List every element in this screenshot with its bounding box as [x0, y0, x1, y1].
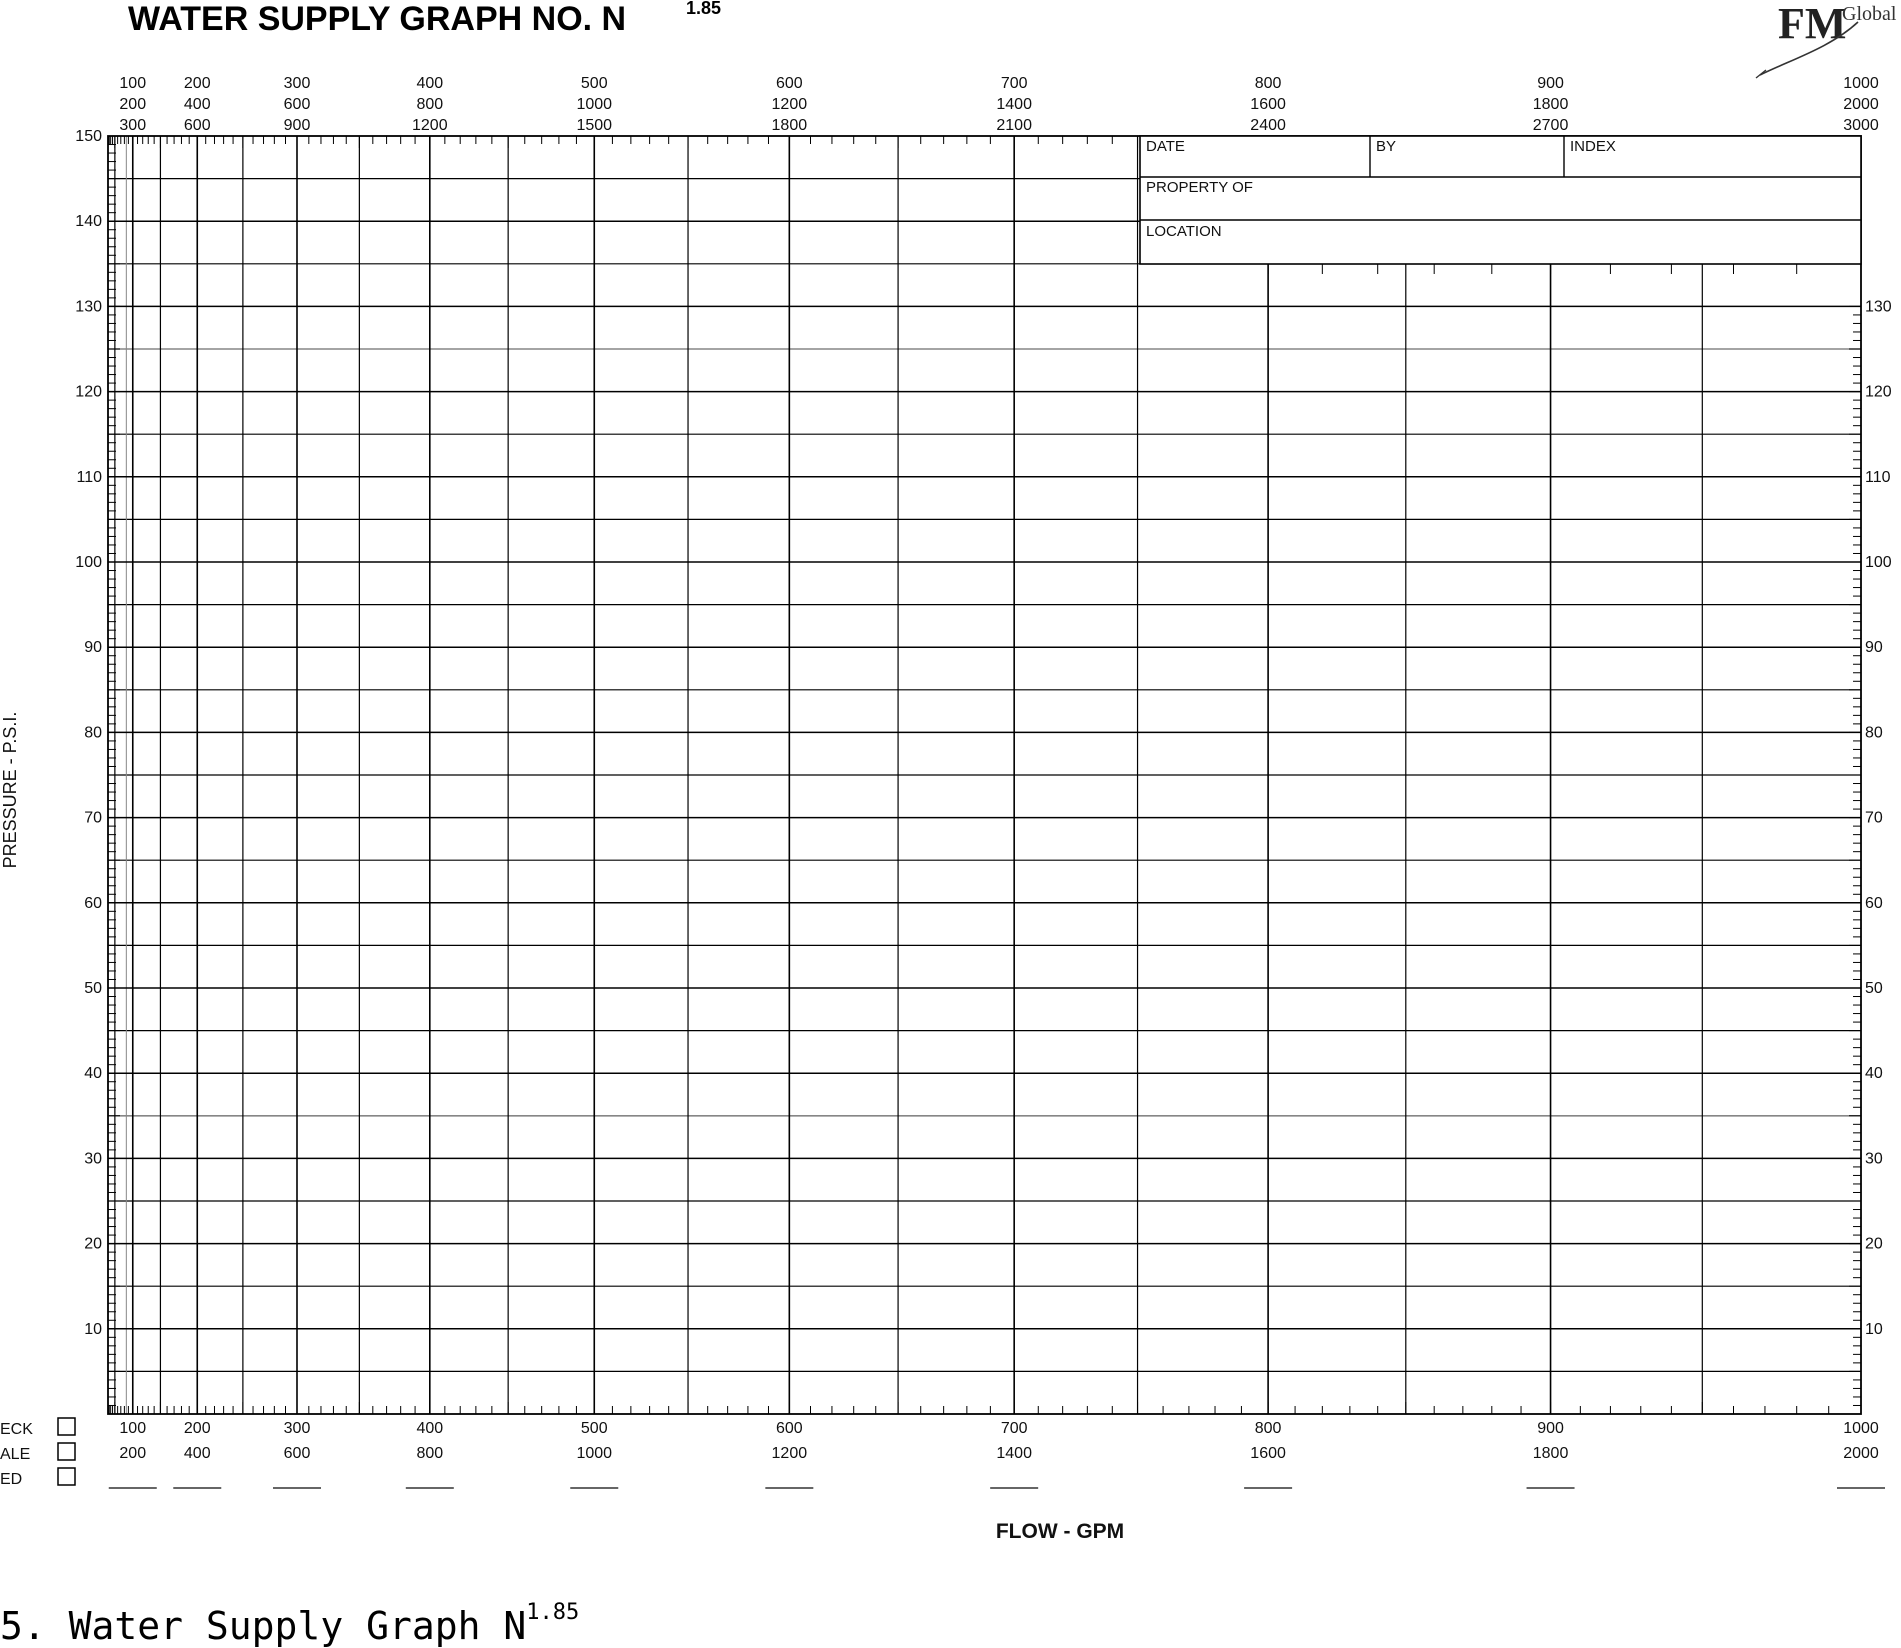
top-scale-label: 1200 [412, 117, 448, 134]
bottom-scale-label: 2000 [1843, 1445, 1879, 1462]
location-field[interactable]: LOCATION [1146, 223, 1222, 240]
top-scale-label: 200 [183, 75, 211, 92]
top-scale-label: 600 [775, 75, 803, 92]
top-scale-label: 1800 [1532, 96, 1569, 113]
bottom-scale-label: 600 [775, 1420, 803, 1437]
bottom-scale-label: 200 [119, 1445, 147, 1462]
y-tick-label-left: 40 [84, 1065, 102, 1083]
y-tick-label-left: 110 [76, 468, 102, 486]
top-scale-label: 100 [119, 75, 147, 92]
y-tick-label-right: 70 [1865, 809, 1883, 827]
fm-global-logo [1756, 0, 1897, 78]
grid-minor-lines [108, 136, 1861, 1414]
top-scale-label: 1000 [576, 96, 613, 113]
bottom-scale-label: 1000 [576, 1445, 613, 1462]
bottom-scale-label: 400 [183, 1445, 211, 1462]
y-tick-label-right: 50 [1865, 980, 1883, 997]
top-scale-label: 400 [183, 96, 211, 113]
y-tick-label-left: 130 [75, 298, 102, 316]
top-scale-label: 200 [119, 96, 147, 113]
y-tick-label-right: 30 [1865, 1150, 1883, 1168]
y-tick-label-right: 40 [1865, 1065, 1883, 1083]
caption-number: 5. [0, 1604, 46, 1648]
top-scale-label: 1800 [771, 117, 808, 134]
top-scale-label: 900 [283, 117, 311, 134]
y-tick-label-left: 30 [84, 1150, 102, 1168]
y-axis-label: PRESSURE - P.S.I. [0, 711, 20, 869]
top-scale-label: 300 [119, 117, 147, 134]
bottom-scale-label: 1800 [1532, 1445, 1569, 1462]
y-tick-label-right: 90 [1865, 639, 1883, 657]
checkbox-group [0, 1418, 75, 1488]
y-tick-label-left: 90 [84, 639, 102, 657]
checkbox-label-3: ED [0, 1471, 23, 1488]
header-form-box [1140, 136, 1861, 264]
bottom-scale-label: 300 [283, 1420, 311, 1437]
y-tick-label-right: 120 [1865, 383, 1892, 401]
checkbox-3[interactable] [58, 1468, 75, 1485]
top-scale-label: 2100 [996, 117, 1032, 134]
y-tick-label-left: 60 [84, 894, 102, 912]
y-tick-label-left: 140 [75, 213, 102, 231]
top-scale-label: 800 [416, 96, 444, 113]
bottom-scale-label: 200 [183, 1420, 211, 1437]
bottom-scale-label: 1400 [996, 1445, 1032, 1462]
top-scale-label: 400 [416, 75, 444, 92]
bottom-scale-label: 600 [283, 1445, 311, 1462]
bottom-scale-label: 400 [416, 1420, 444, 1437]
caption-exponent: 1.85 [526, 1600, 580, 1625]
y-tick-label-right: 130 [1865, 298, 1892, 316]
top-scale-label: 800 [1254, 75, 1282, 92]
checkbox-2[interactable] [58, 1443, 75, 1460]
figure-caption [0, 1600, 580, 1648]
title-exponent: 1.85 [686, 0, 722, 18]
top-scale-label: 600 [183, 117, 211, 134]
index-field[interactable]: INDEX [1570, 138, 1616, 155]
top-scale-label: 1200 [771, 96, 808, 113]
top-scale-label: 600 [283, 96, 311, 113]
top-scale-label: 2000 [1843, 96, 1879, 113]
y-tick-label-right: 10 [1865, 1320, 1883, 1338]
y-tick-label-left: 20 [84, 1235, 102, 1253]
y-tick-label-right: 60 [1865, 894, 1883, 912]
checkbox-1[interactable] [58, 1418, 75, 1435]
top-scale-label: 2400 [1250, 117, 1286, 134]
y-tick-label-left: 100 [75, 554, 102, 571]
y-tick-label-left: 50 [84, 980, 102, 997]
y-tick-label-left: 120 [75, 383, 102, 401]
y-tick-label-right: 100 [1865, 554, 1892, 571]
top-scale-label: 1400 [996, 96, 1032, 113]
bottom-scale-label: 800 [416, 1445, 444, 1462]
top-scale-label: 900 [1537, 75, 1564, 92]
logo-text: FM [1778, 0, 1847, 48]
property-of-field[interactable]: PROPERTY OF [1146, 179, 1253, 196]
y-tick-label-left: 10 [84, 1320, 102, 1338]
bottom-scale-label: 1600 [1250, 1445, 1286, 1462]
date-field[interactable]: DATE [1146, 138, 1185, 155]
top-scale-label: 500 [580, 75, 608, 92]
top-scale-label: 700 [1000, 75, 1028, 92]
top-scale-label: 1500 [576, 117, 613, 134]
y-tick-label-right: 80 [1865, 724, 1883, 742]
top-scale-label: 3000 [1843, 117, 1879, 134]
logo-subtext: Global [1842, 3, 1897, 25]
bottom-scale-label: 900 [1537, 1420, 1564, 1437]
x-axis-label: FLOW - GPM [995, 1520, 1125, 1543]
y-tick-label-right: 20 [1865, 1235, 1883, 1253]
bottom-scale-label: 1000 [1843, 1420, 1879, 1437]
caption-text: Water Supply Graph N [68, 1604, 527, 1648]
bottom-scale-label: 100 [119, 1420, 147, 1437]
checkbox-label-1: ECK [0, 1421, 33, 1438]
by-field[interactable]: BY [1376, 138, 1397, 155]
y-tick-label-left: 70 [84, 809, 102, 827]
page-title: WATER SUPPLY GRAPH NO. N [128, 0, 627, 38]
top-scale-label: 1600 [1250, 96, 1286, 113]
bottom-scale-label: 1200 [771, 1445, 808, 1462]
bottom-scale-label: 500 [580, 1420, 608, 1437]
bottom-scale-label: 800 [1254, 1420, 1282, 1437]
checkbox-label-2: ALE [0, 1446, 31, 1463]
bottom-scale-label: 700 [1000, 1420, 1028, 1437]
top-scale-label: 1000 [1843, 75, 1879, 92]
y-tick-label-left: 150 [75, 128, 102, 145]
y-tick-label-right: 110 [1865, 468, 1891, 486]
top-scale-label: 300 [283, 75, 311, 92]
axis-tick-labels [75, 75, 1892, 1462]
y-tick-label-left: 80 [84, 724, 102, 742]
top-scale-label: 2700 [1532, 117, 1569, 134]
